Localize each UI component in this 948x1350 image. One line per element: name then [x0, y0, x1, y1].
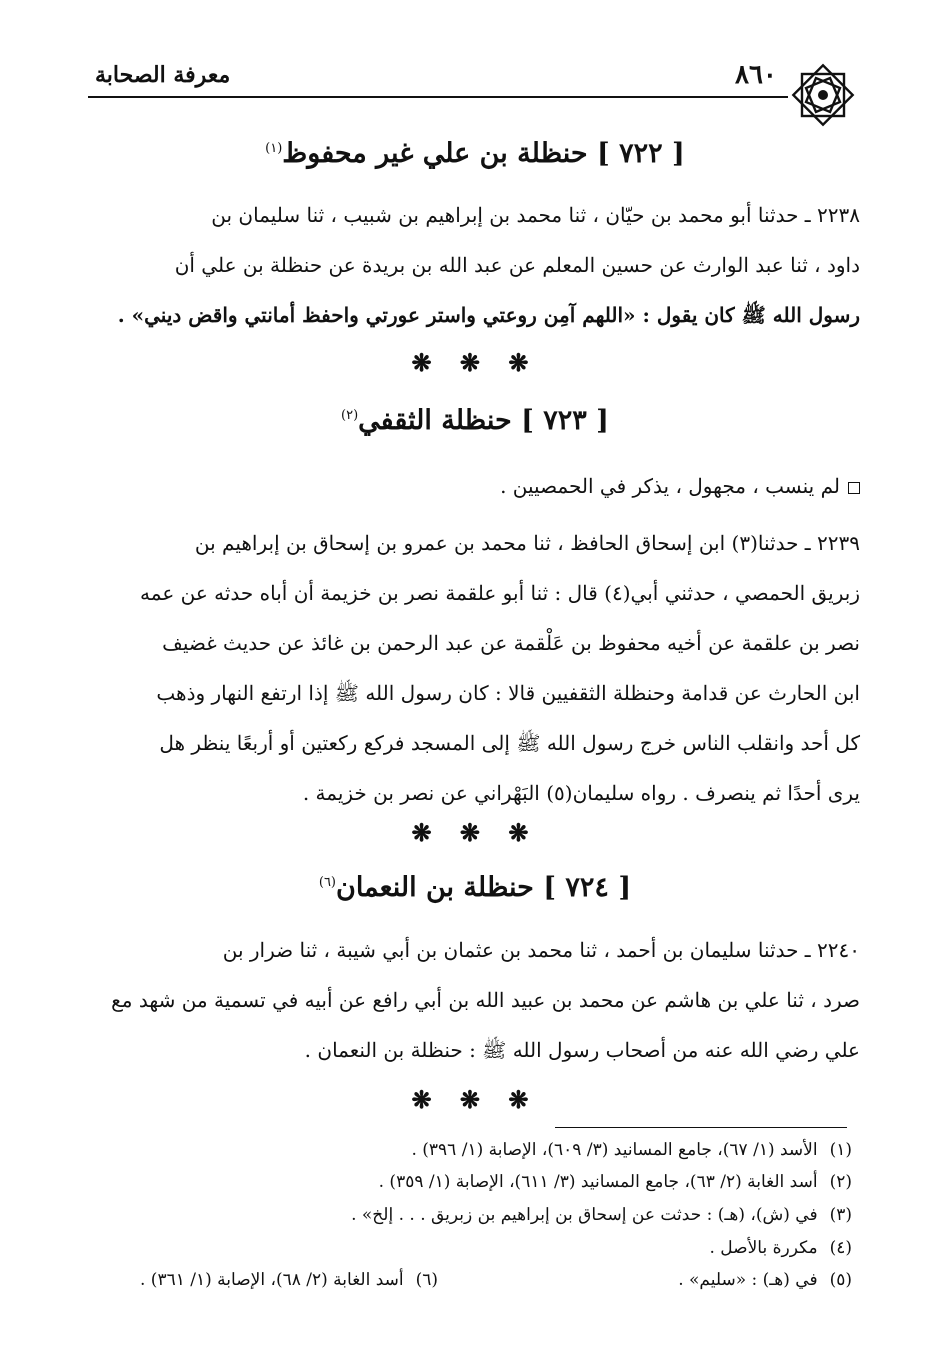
text-line: نصر بن علقمة عن أخيه محفوظ بن عَلْقمة عن عبد الرحمن بن غائذ عن حديث غضيف: [162, 631, 860, 655]
footnote-number: (٣): [829, 1205, 852, 1225]
footnote-3: [351, 1205, 852, 1225]
text-line: رسول الله ﷺ كان يقول : «اللهم آمِن روعتي واستر عورتي واحفظ أمانتي واقض ديني» .: [117, 303, 860, 327]
footnote-6: [140, 1270, 438, 1290]
footnote-ref: (٦): [318, 875, 336, 890]
footnote-text: في (هـ) : «سليم» .: [678, 1270, 818, 1290]
entry-heading-723: [90, 405, 860, 436]
text-line: ٢٢٣٩ ـ حدثنا(٣) ابن إسحاق الحافظ ، ثنا محمد بن عمرو بن إسحاق بن إبراهيم بن: [194, 531, 860, 555]
text-line: زبريق الحمصي ، حدثني أبي(٤) قال : ثنا أبو علقمة نصر بن خزيمة أن أباه حدثه عن عمه: [140, 581, 860, 605]
footnote-2: [379, 1172, 852, 1192]
heading-text: [ ٧٢٢ ] حنظلة بن علي غير محفوظ: [282, 138, 685, 169]
hadith-2238: [88, 190, 860, 340]
text-line: يرى أحدًا ثم ينصرف . رواه سليمان(٥) البَهْراني عن نصر بن خزيمة .: [302, 781, 860, 805]
text-line: ٢٢٣٨ ـ حدثنا أبو محمد بن حيّان ، ثنا محمد بن إبراهيم بن شبيب ، ثنا سليمان بن: [211, 203, 860, 227]
footnote-text: أسد الغابة (٢/ ٦٨)، الإصابة (١/ ٣٦١) .: [140, 1270, 404, 1290]
footnote-4: [709, 1238, 852, 1258]
footnote-text: مكررة بالأصل .: [709, 1238, 818, 1258]
running-title: معرفة الصحابة: [95, 62, 231, 88]
text-line: كل أحد وانقلب الناس خرج رسول الله ﷺ إلى المسجد فركع ركعتين أو أربعًا ينظر هل: [159, 731, 860, 755]
footnote-number: (١): [829, 1140, 852, 1160]
footnote-number: (٤): [829, 1238, 852, 1258]
footnote-number: (٥): [829, 1270, 852, 1290]
heading-text: [ ٧٢٣ ] حنظلة الثقفي: [358, 405, 609, 436]
intro-text: لم ينسب ، مجهول ، يذكر في الحمصيين .: [500, 474, 840, 498]
section-separator: ❋ ❋ ❋: [411, 348, 539, 377]
hadith-2239: [88, 518, 860, 818]
header-rule: [88, 96, 788, 98]
heading-text: [ ٧٢٤ ] حنظلة بن النعمان: [336, 872, 632, 903]
hadith-2240: [88, 925, 860, 1075]
octagram-ornament-icon: [790, 62, 856, 128]
text-line: ابن الحارث عن قدامة وحنظلة الثقفيين قالا : كان رسول الله ﷺ إذا ارتفع النهار وذهب: [156, 681, 860, 705]
entry-heading-724: [90, 872, 860, 903]
section-separator: ❋ ❋ ❋: [411, 1085, 539, 1114]
footnote-rule: [555, 1127, 847, 1128]
footnote-ref: (١): [265, 141, 283, 156]
text-line: صرد ، ثنا علي بن هاشم عن محمد بن عبيد الله بن أبي رافع عن أبيه في تسمية من شهد مع: [111, 988, 860, 1012]
text-line: علي رضي الله عنه من أصحاب رسول الله ﷺ : حنظلة بن النعمان .: [304, 1038, 860, 1062]
footnote-ref: (٢): [341, 408, 359, 423]
entry-heading-722: [90, 138, 860, 169]
footnote-text: الأسد (١/ ٦٧)، جامع المسانيد (٣/ ٦٠٩)، الإصابة (١/ ٣٩٦) .: [411, 1140, 818, 1160]
footnote-5: [678, 1270, 852, 1290]
footnote-number: (٢): [829, 1172, 852, 1192]
footnote-1: [411, 1140, 852, 1160]
page-number: ٨٦٠: [735, 60, 777, 90]
square-bullet-icon: [848, 482, 860, 494]
entry-intro: [88, 474, 860, 498]
footnote-number: (٦): [415, 1270, 439, 1290]
text-line: داود ، ثنا عبد الوارث عن حسين المعلم عن عبد الله بن بريدة عن حنظلة بن علي أن: [174, 253, 860, 277]
footnote-text: أسد الغابة (٢/ ٦٣)، جامع المسانيد (٣/ ٦١١)، الإصابة (١/ ٣٥٩) .: [378, 1172, 818, 1192]
section-separator: ❋ ❋ ❋: [411, 818, 539, 847]
footnote-text: في (ش)، (هـ) : حدثت عن إسحاق بن إبراهيم بن زبريق . . . إلخ» .: [351, 1205, 818, 1225]
text-line: ٢٢٤٠ ـ حدثنا سليمان بن أحمد ، ثنا محمد بن عثمان بن أبي شيبة ، ثنا ضرار بن: [222, 938, 860, 962]
